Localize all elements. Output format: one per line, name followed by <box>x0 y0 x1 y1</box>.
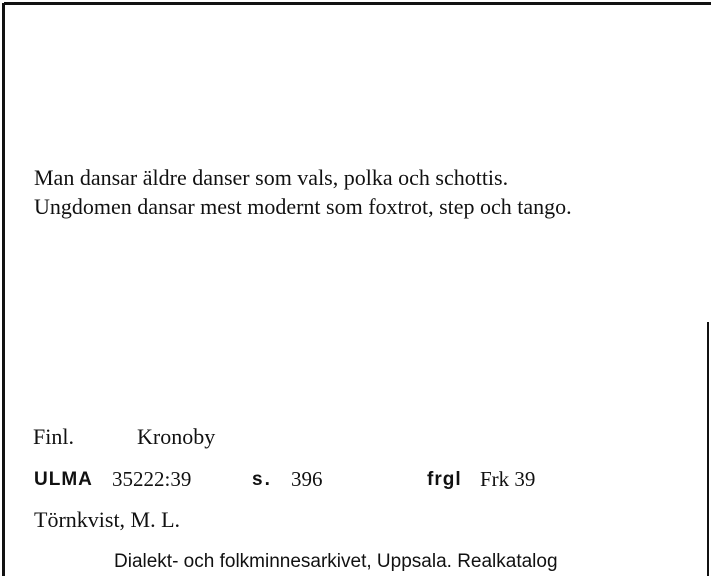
card-border-left <box>2 3 5 576</box>
page-value: 396 <box>291 467 323 491</box>
page-label: s. <box>252 469 272 490</box>
ulma-value: 35222:39 <box>112 467 192 491</box>
card-border-right <box>707 322 709 576</box>
card-border-top <box>4 2 711 5</box>
recorder-name: Törnkvist, M. L. <box>34 507 181 532</box>
archive-footer: Dialekt- och folkminnesarkivet, Uppsala. Realkatalog <box>114 551 558 572</box>
frgl-label: frgl <box>427 469 462 490</box>
country-field: Finl. <box>33 424 74 449</box>
card-body-text <box>34 163 572 221</box>
body-line-2: Ungdomen dansar mest modernt som foxtrot, step och tango. <box>34 194 572 219</box>
frgl-value: Frk 39 <box>480 467 536 491</box>
body-line-1: Man dansar äldre danser som vals, polka och schottis. <box>34 165 509 190</box>
ulma-label: ULMA <box>34 469 93 490</box>
place-field: Kronoby <box>137 424 216 449</box>
